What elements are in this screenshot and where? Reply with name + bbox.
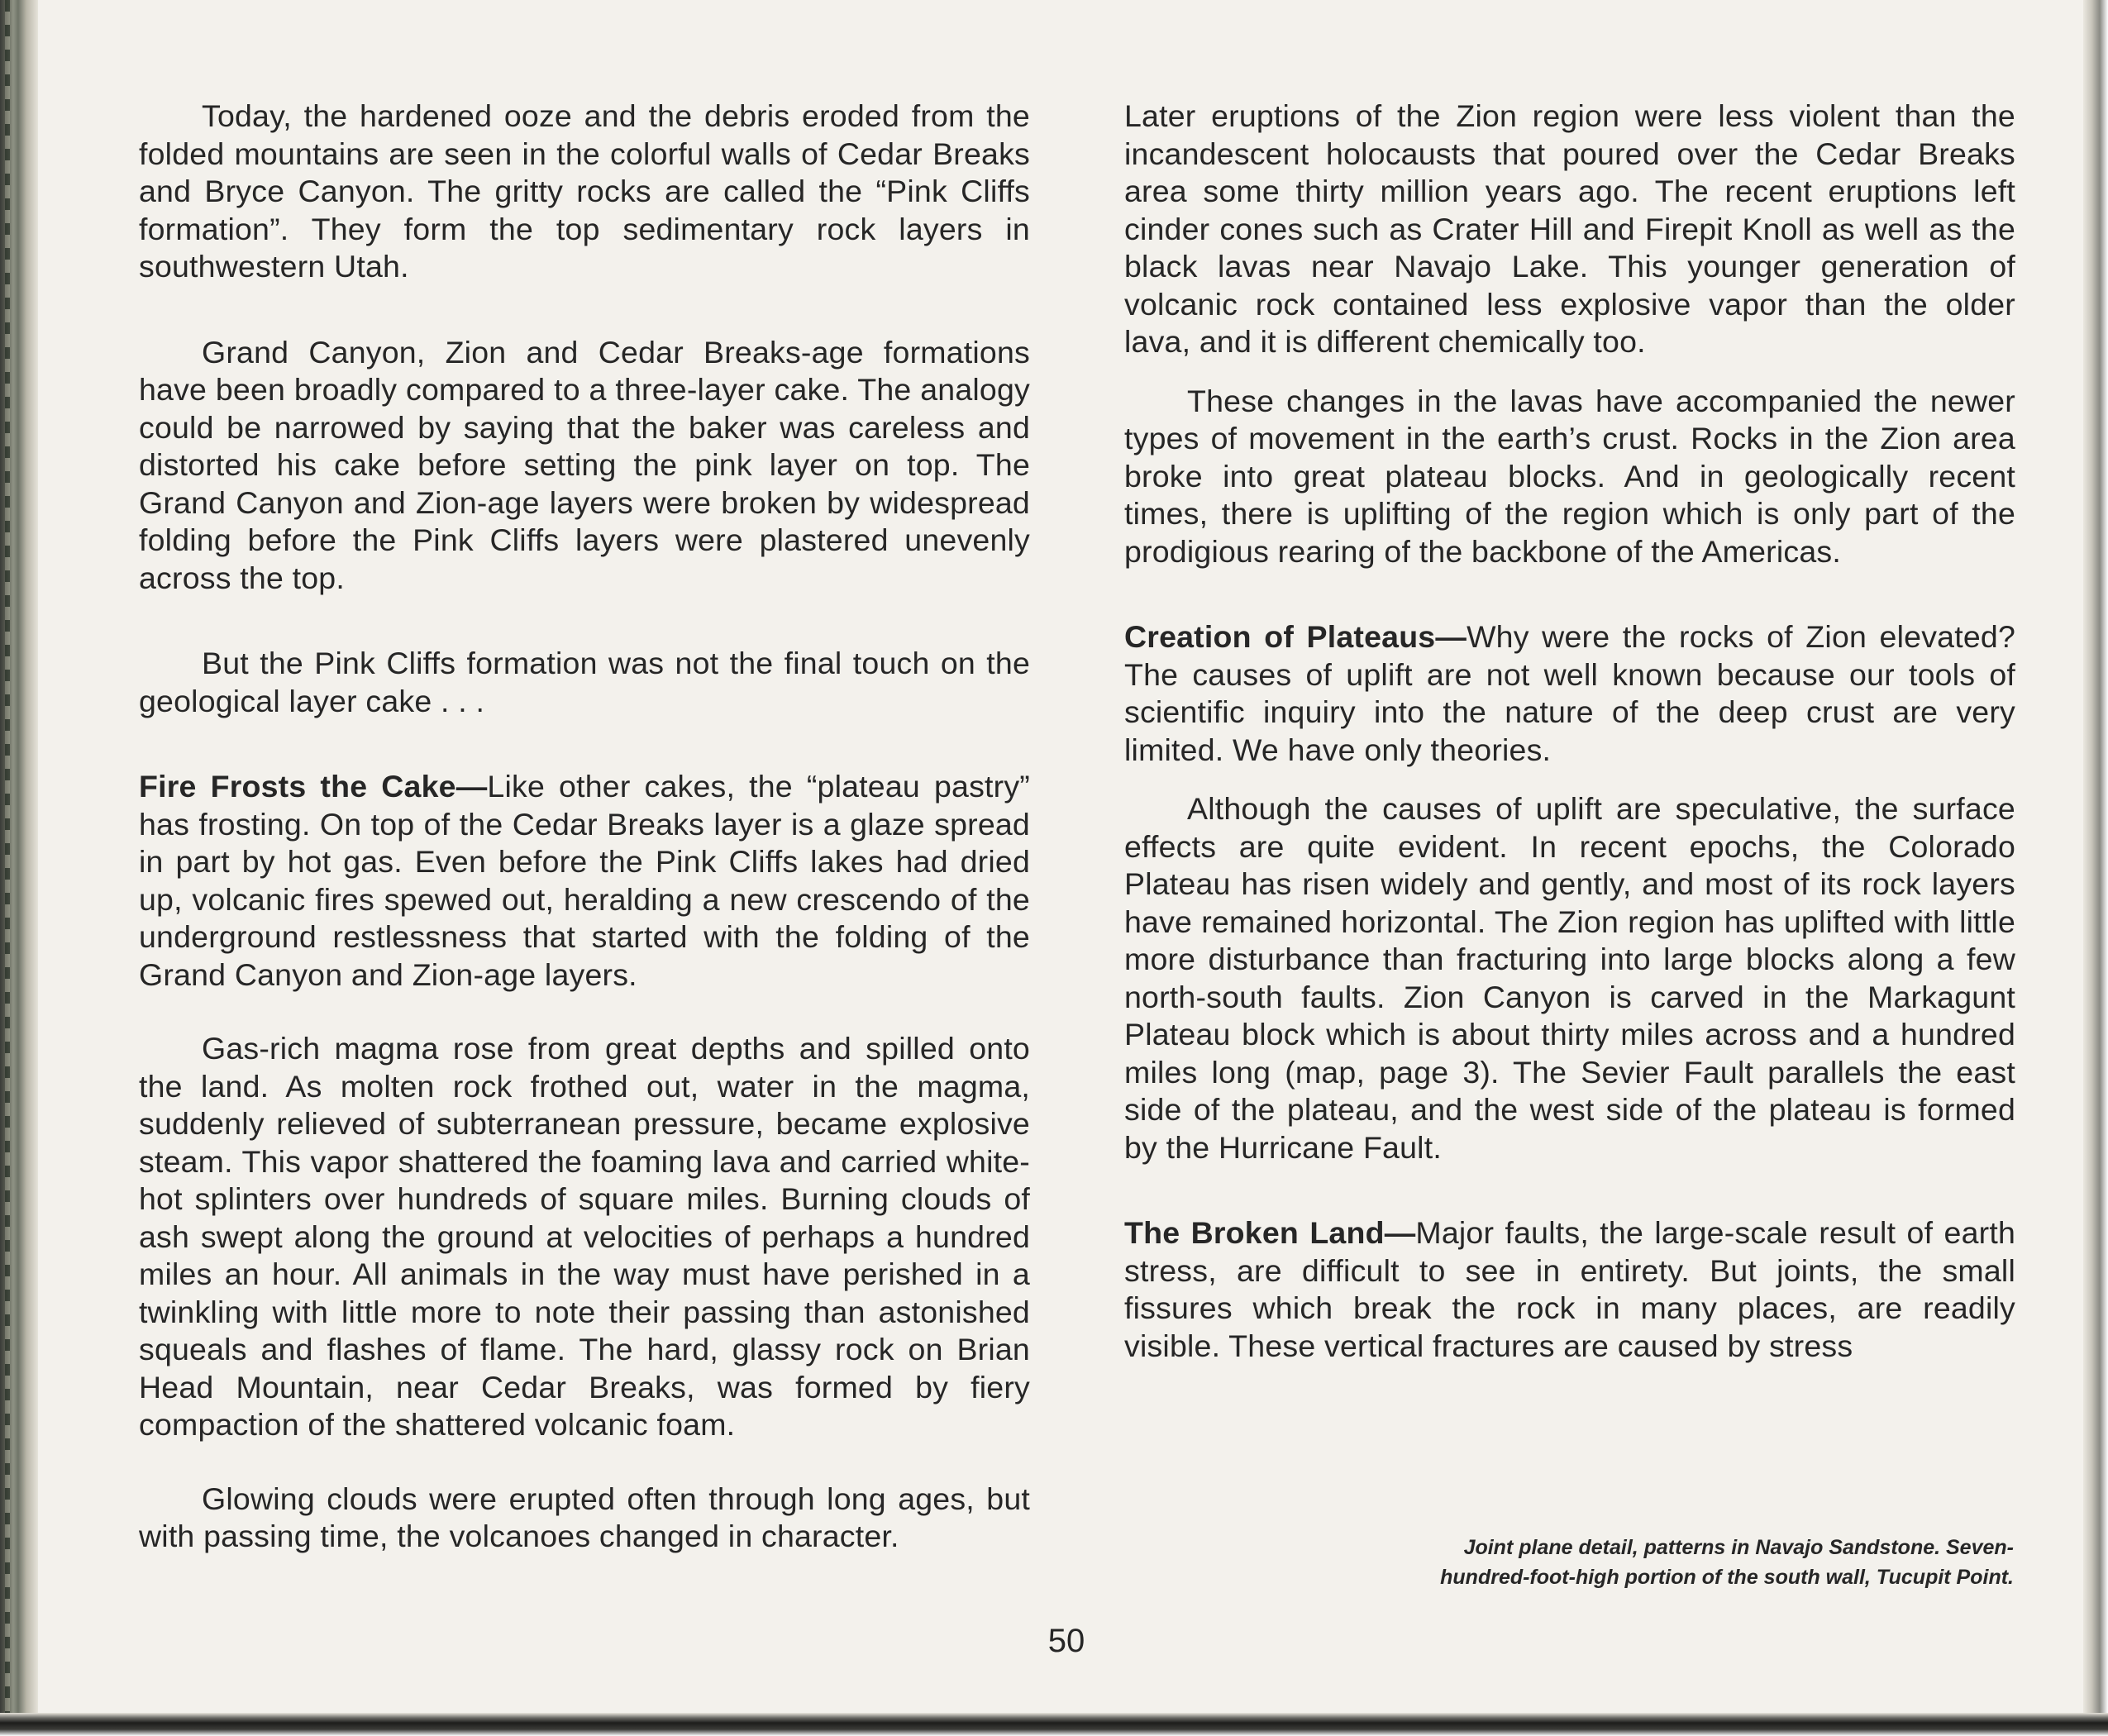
paragraph-creation-of-plateaus-body: Why were the rocks of Zion elevated? The causes of uplift are not well known because our tools of scientific inquiry into the nature of the deep crust are very limited. We have only theories.: [1124, 619, 2015, 767]
photo-caption: [1273, 1533, 2014, 1592]
paragraph-uplift-effects: Although the causes of uplift are speculative, the surface effects are quite evident. In recent epochs, the Colorado Plateau has risen widely and gently, and most of its rock layers have remained horizontal. The Zion region has uplifted with little more disturbance than fracturing into large blocks along a few north-south faults. Zion Canyon is carved in the Markagunt Plateau block which is about thirty miles across and a hundred miles long (map, page 3). The Sevier Fault parallels the east side of the plateau, and the west side of the plateau is formed by the Hurricane Fault.: [1124, 791, 2015, 1165]
paragraph-broken-land-body: Major faults, the large-scale result of earth stress, are difficult to see in entirety. But joints, the small fissures which break the rock in many places, are readily visible. These vertical fractures are caused by stress: [1124, 1215, 2015, 1363]
paragraph-creation-of-plateaus: [1124, 618, 2015, 769]
paragraph-pink-cliffs: Today, the hardened ooze and the debris eroded from the folded mountains are seen in the colorful walls of Cedar Breaks and Bryce Canyon. The gritty rocks are called the “Pink Cliffs formation”. They form the top sedimentary rock layers in southwestern Utah.: [139, 98, 1030, 284]
section-heading-fire-frosts: Fire Frosts the Cake—: [139, 769, 488, 804]
section-heading-creation-of-plateaus: Creation of Plateaus—: [1124, 619, 1467, 654]
paragraph-later-eruptions: Later eruptions of the Zion region were less violent than the incandescent holocausts that poured over the Cedar Breaks area some thirty million years ago. The recent eruptions left cinder cones such as Crater Hill and Firepit Knoll as well as the black lavas near Navajo Lake. This younger generation of volcanic rock contained less explosive vapor than the older lava, and it is different chemically too.: [1124, 98, 2015, 359]
paragraph-gas-rich-magma: Gas-rich magma rose from great depths and spilled onto the land. As molten rock frothed out, water in the magma, suddenly relieved of subterranean pressure, became explosive steam. This vapor shattered the foaming lava and carried white-hot splinters over hundreds of square miles. Burning clouds of ash swept along the ground at velocities of perhaps a hundred miles an hour. All animals in the way must have perished in a twinkling with little more to note their passing than astonished squeals and flashes of flame. The hard, glassy rock on Brian Head Mountain, near Cedar Breaks, was formed by fiery compaction of the shattered volcanic foam.: [139, 1031, 1030, 1442]
section-heading-broken-land: The Broken Land—: [1124, 1215, 1416, 1250]
paragraph-broken-land: [1124, 1214, 2015, 1365]
paragraph-glowing-clouds: Glowing clouds were erupted often through long ages, but with passing time, the volcanoes changed in character.: [139, 1481, 1030, 1553]
photo-caption-line: hundred-foot-high portion of the south wall, Tucupit Point.: [1440, 1566, 2014, 1589]
photo-caption-line: Joint plane detail, patterns in Navajo Sandstone. Seven-: [1463, 1536, 2014, 1559]
paragraph-final-touch: But the Pink Cliffs formation was not the final touch on the geological layer cake . . .: [139, 646, 1030, 718]
paragraph-fire-frosts: [139, 768, 1030, 994]
page-edge-bottom: [0, 1713, 2108, 1736]
book-spine-edge: [0, 0, 38, 1736]
left-text-column: [139, 98, 1030, 1592]
paragraph-fire-frosts-body: Like other cakes, the “plateau pastry” has frosting. On top of the Cedar Breaks layer is a glaze spread in part by hot gas. Even before the Pink Cliffs lakes had dried up, volcanic fires spewed out, heralding a new crescendo of the underground restlessness that started with the folding of the Grand Canyon and Zion-age layers.: [139, 769, 1030, 992]
page-number: 50: [1047, 1623, 1085, 1659]
right-text-column: [1124, 98, 2015, 1401]
paragraph-lava-changes: These changes in the lavas have accompanied the newer types of movement in the earth’s crust. Rocks in the Zion area broke into great plateau blocks. And in geologically recent times, there is uplifting of the region which is only part of the prodigious rearing of the backbone of the Americas.: [1124, 383, 2015, 569]
page-edge-right: [2083, 0, 2108, 1736]
paragraph-layer-cake: Grand Canyon, Zion and Cedar Breaks-age formations have been broadly compared to a three-layer cake. The analogy could be narrowed by saying that the baker was careless and distorted his cake before setting the pink layer on top. The Grand Canyon and Zion-age layers were broken by widespread folding before the Pink Cliffs layers were plastered unevenly across the top.: [139, 334, 1030, 595]
